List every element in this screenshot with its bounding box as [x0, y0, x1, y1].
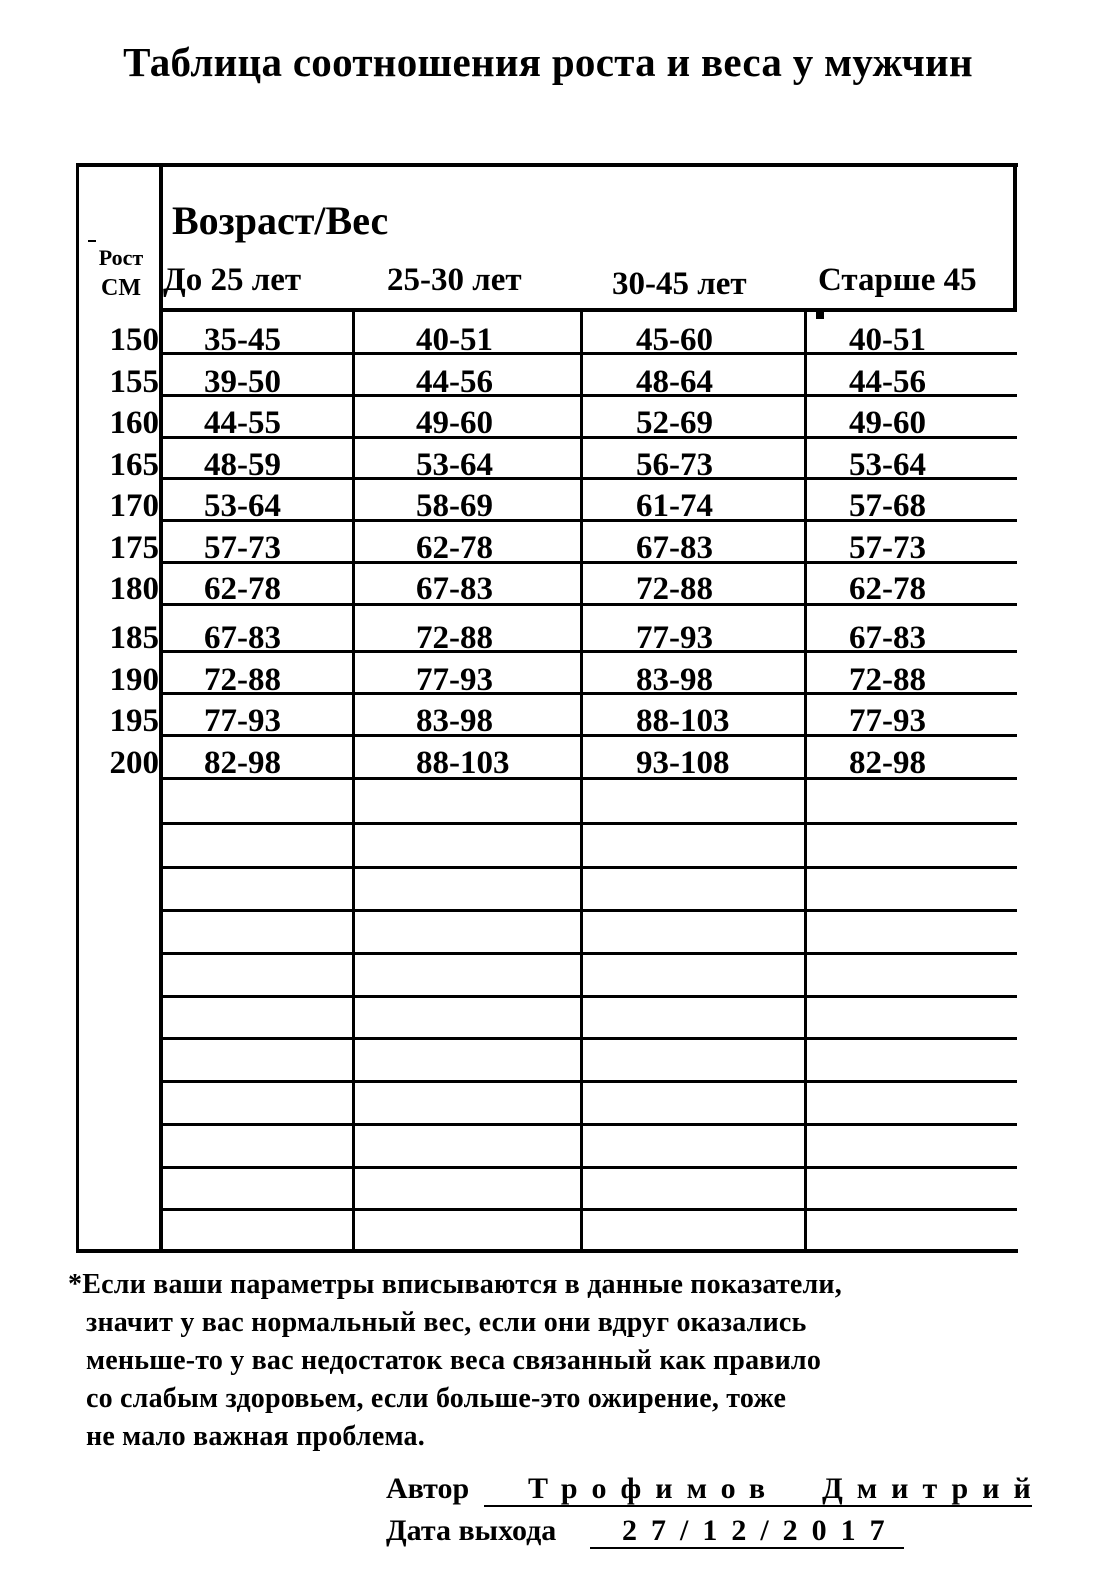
header-mark: [816, 312, 824, 319]
height-cell: 155: [109, 364, 159, 400]
column-divider-3: [804, 312, 807, 1252]
weight-cell: 39-50: [204, 364, 281, 400]
height-cell: 180: [109, 571, 159, 607]
weight-cell: 62-78: [849, 571, 926, 607]
row-line: [161, 909, 1017, 912]
weight-cell: 88-103: [416, 745, 510, 781]
footnote-line: со слабым здоровьем, если больше-это ожирение, тоже: [86, 1383, 787, 1414]
row-line: [161, 995, 1017, 998]
age-weight-header: Возраст/Вес: [172, 198, 389, 243]
weight-cell: 52-69: [636, 405, 713, 441]
height-cell: 150: [109, 322, 159, 358]
weight-cell: 62-78: [416, 530, 493, 566]
weight-cell: 56-73: [636, 447, 713, 483]
weight-cell: 88-103: [636, 703, 730, 739]
weight-cell: 53-64: [204, 488, 281, 524]
row-line: [161, 1080, 1017, 1083]
weight-cell: 53-64: [416, 447, 493, 483]
row-line: [161, 1166, 1017, 1169]
weight-cell: 58-69: [416, 488, 493, 524]
release-label: Дата выхода: [386, 1514, 557, 1547]
height-cell: 190: [109, 662, 159, 698]
row-line: [161, 952, 1017, 955]
author-underline: [484, 1505, 1032, 1507]
weight-cell: 77-93: [204, 703, 281, 739]
weight-cell: 93-108: [636, 745, 730, 781]
footnote-line: значит у вас нормальный вес, если они вдруг оказались: [86, 1307, 807, 1338]
row-line: [161, 1208, 1017, 1211]
page-title: Таблица соотношения роста и веса у мужчин: [123, 39, 973, 85]
column-header-over-45: Старше 45: [818, 262, 977, 298]
weight-cell: 49-60: [849, 405, 926, 441]
height-cell: 185: [109, 620, 159, 656]
release-underline: [590, 1547, 904, 1549]
height-column-divider: [159, 163, 163, 1252]
weight-cell: 77-93: [416, 662, 493, 698]
header-bottom-border: [159, 308, 1017, 312]
weight-cell: 44-56: [416, 364, 493, 400]
weight-cell: 83-98: [636, 662, 713, 698]
release-date: 27/12/2017: [622, 1514, 899, 1547]
author-label: Автор: [386, 1472, 470, 1505]
row-line: [161, 1037, 1017, 1040]
header-right-border: [1013, 163, 1017, 312]
weight-cell: 82-98: [204, 745, 281, 781]
weight-cell: 40-51: [416, 322, 493, 358]
weight-cell: 53-64: [849, 447, 926, 483]
column-header-30-45: 30-45 лет: [612, 266, 747, 302]
height-label: Рост: [98, 245, 144, 270]
cm-label: СМ: [101, 275, 141, 301]
weight-cell: 67-83: [636, 530, 713, 566]
weight-cell: 77-93: [636, 620, 713, 656]
table-left-border: [76, 163, 79, 1252]
weight-cell: 62-78: [204, 571, 281, 607]
row-line: [161, 1123, 1017, 1126]
weight-cell: 44-56: [849, 364, 926, 400]
footnote-line: не мало важная проблема.: [86, 1421, 425, 1452]
table-top-border: [76, 163, 1018, 167]
weight-cell: 67-83: [416, 571, 493, 607]
footnote: [68, 1266, 842, 1456]
weight-cell: 72-88: [636, 571, 713, 607]
weight-cell: 49-60: [416, 405, 493, 441]
weight-cell: 48-64: [636, 364, 713, 400]
weight-cell: 72-88: [416, 620, 493, 656]
weight-cell: 40-51: [849, 322, 926, 358]
weight-cell: 83-98: [416, 703, 493, 739]
column-header-25-30: 25-30 лет: [387, 262, 522, 298]
weight-cell: 67-83: [204, 620, 281, 656]
weight-cell: 57-73: [204, 530, 281, 566]
weight-cell: 57-73: [849, 530, 926, 566]
weight-cell: 35-45: [204, 322, 281, 358]
height-cell: 160: [109, 405, 159, 441]
height-cell: 175: [109, 530, 159, 566]
height-cell: 170: [109, 488, 159, 524]
footnote-line: *Если ваши параметры вписываются в данные показатели,: [68, 1269, 842, 1300]
footnote-line: меньше-то у вас недостаток веса связанный как правило: [86, 1345, 822, 1376]
weight-cell: 44-55: [204, 405, 281, 441]
column-header-under-25: До 25 лет: [163, 262, 302, 298]
weight-cell: 77-93: [849, 703, 926, 739]
weight-cell: 82-98: [849, 745, 926, 781]
column-divider-2: [580, 312, 583, 1252]
row-line: [161, 822, 1017, 825]
weight-cell: 72-88: [849, 662, 926, 698]
weight-cell: 48-59: [204, 447, 281, 483]
table-bottom-border: [76, 1249, 1018, 1253]
author-name: Трофимов Дмитрий: [528, 1472, 1045, 1505]
height-cell: 165: [109, 447, 159, 483]
row-line: [161, 866, 1017, 869]
weight-cell: 61-74: [636, 488, 713, 524]
weight-cell: 72-88: [204, 662, 281, 698]
corner-tick: [88, 240, 96, 242]
column-divider-1: [352, 312, 355, 1252]
height-cell: 200: [109, 745, 159, 781]
weight-cell: 67-83: [849, 620, 926, 656]
height-cell: 195: [109, 703, 159, 739]
weight-cell: 45-60: [636, 322, 713, 358]
weight-cell: 57-68: [849, 488, 926, 524]
